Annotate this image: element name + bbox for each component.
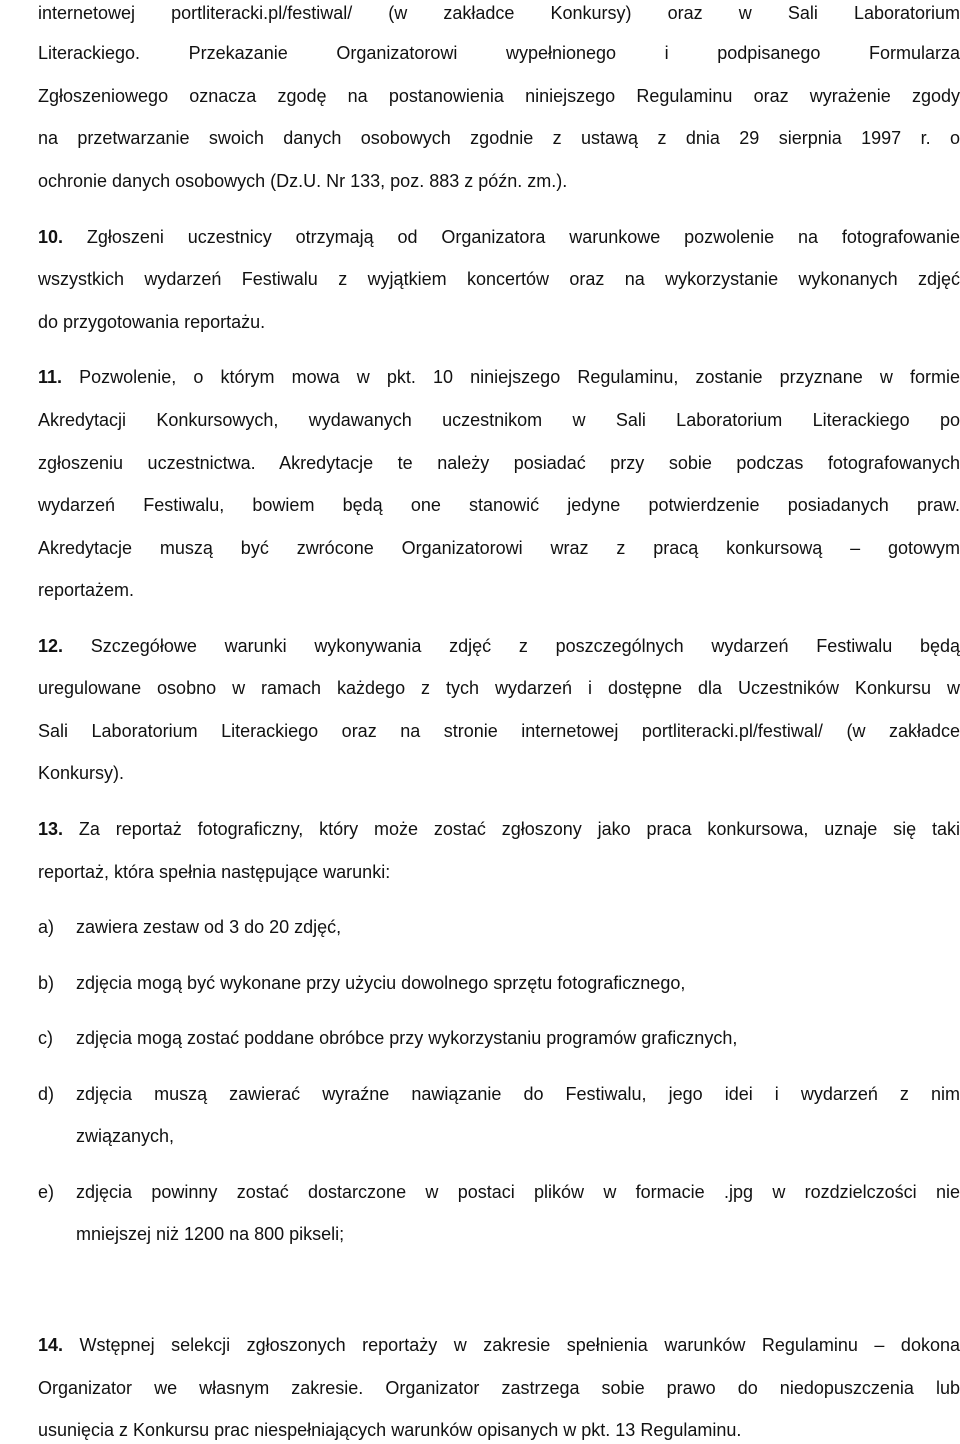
paragraph-10-line-2: wszystkich wydarzeń Festiwalu z wyjątkiem koncertów oraz na wykorzystanie wykonanych zdjęć <box>38 269 960 289</box>
intro-line-1: internetowej portliteracki.pl/festiwal/ (w zakładce Konkursy) oraz w Sali Laboratorium <box>38 3 960 23</box>
list-item-text-continued: mniejszej niż 1200 na 800 pikseli; <box>76 1224 345 1244</box>
paragraph-13-line-2: reportaż, która spełnia następujące warunki: <box>38 862 391 882</box>
paragraph-11-line-3: zgłoszeniu uczestnictwa. Akredytacje te należy posiadać przy sobie podczas fotografowanych <box>38 453 960 473</box>
paragraph-11-line-6: reportażem. <box>38 580 135 600</box>
paragraph-text: Zgłoszeni uczestnicy otrzymają od Organizatora warunkowe pozwolenie na fotografowanie <box>86 227 960 247</box>
list-item-text: zdjęcia muszą zawierać wyraźne nawiązanie do Festiwalu, jego idei i wydarzeń z nim <box>76 1084 960 1104</box>
list-item-label: c) <box>38 1028 53 1048</box>
paragraph-14-line-1 <box>38 1332 960 1358</box>
paragraph-10-line-1 <box>38 224 960 250</box>
list-item-label: d) <box>38 1084 55 1104</box>
paragraph-text: Wstępnej selekcji zgłoszonych reportaży w zakresie spełnienia warunków Regulaminu – dokona <box>79 1335 960 1355</box>
intro-line-2: Literackiego. Przekazanie Organizatorowi wypełnionego i podpisanego Formularza <box>38 43 960 63</box>
paragraph-text: Za reportaż fotograficzny, który może zostać zgłoszony jako praca konkursowa, uznaje się taki <box>78 819 960 839</box>
paragraph-14-line-3: usunięcia z Konkursu prac niespełniających warunków opisanych w pkt. 13 Regulaminu. <box>38 1420 742 1440</box>
paragraph-12-line-1 <box>38 633 960 659</box>
list-item-text: zdjęcia powinny zostać dostarczone w postaci plików w formacie .jpg w rozdzielczości nie <box>76 1182 960 1202</box>
list-item-text: zdjęcia mogą zostać poddane obróbce przy wykorzystaniu programów graficznych, <box>76 1028 738 1048</box>
paragraph-text: Szczegółowe warunki wykonywania zdjęć z poszczególnych wydarzeń Festiwalu będą <box>90 636 960 656</box>
paragraph-11-line-4: wydarzeń Festiwalu, bowiem będą one stanowić jedyne potwierdzenie posiadanych praw. <box>38 495 960 515</box>
paragraph-11-line-5: Akredytacje muszą być zwrócone Organizatorowi wraz z pracą konkursową – gotowym <box>38 538 960 558</box>
paragraph-10-line-3: do przygotowania reportażu. <box>38 312 266 332</box>
list-item-label: e) <box>38 1182 55 1202</box>
paragraph-11-line-1 <box>38 364 960 390</box>
paragraph-number: 12. <box>38 636 64 656</box>
paragraph-text: Pozwolenie, o którym mowa w pkt. 10 niniejszego Regulaminu, zostanie przyznane w formie <box>79 367 960 387</box>
paragraph-11-line-2: Akredytacji Konkursowych, wydawanych uczestnikom w Sali Laboratorium Literackiego po <box>38 410 960 430</box>
list-item-label: a) <box>38 917 55 937</box>
intro-line-5: ochronie danych osobowych (Dz.U. Nr 133, poz. 883 z późn. zm.). <box>38 171 568 191</box>
paragraph-12-line-3: Sali Laboratorium Literackiego oraz na stronie internetowej portliteracki.pl/festiwal/ (w zakładce <box>38 721 960 741</box>
paragraph-number: 10. <box>38 227 64 247</box>
paragraph-14-line-2: Organizator we własnym zakresie. Organizator zastrzega sobie prawo do niedopuszczenia lub <box>38 1378 960 1398</box>
paragraph-number: 13. <box>38 819 64 839</box>
paragraph-12-line-2: uregulowane osobno w ramach każdego z tych wydarzeń i dostępne dla Uczestników Konkursu w <box>38 678 960 698</box>
intro-line-4: na przetwarzanie swoich danych osobowych zgodnie z ustawą z dnia 29 sierpnia 1997 r. o <box>38 128 960 148</box>
paragraph-12-line-4: Konkursy). <box>38 763 125 783</box>
paragraph-number: 14. <box>38 1335 64 1355</box>
paragraph-number: 11. <box>38 367 63 387</box>
intro-line-3: Zgłoszeniowego oznacza zgodę na postanowienia niniejszego Regulaminu oraz wyrażenie zgody <box>38 86 960 106</box>
list-item-text: zdjęcia mogą być wykonane przy użyciu dowolnego sprzętu fotograficznego, <box>76 973 686 993</box>
list-item-label: b) <box>38 973 55 993</box>
list-item-text: zawiera zestaw od 3 do 20 zdjęć, <box>76 917 342 937</box>
list-item-text-continued: związanych, <box>76 1126 175 1146</box>
paragraph-13-line-1 <box>38 816 960 842</box>
